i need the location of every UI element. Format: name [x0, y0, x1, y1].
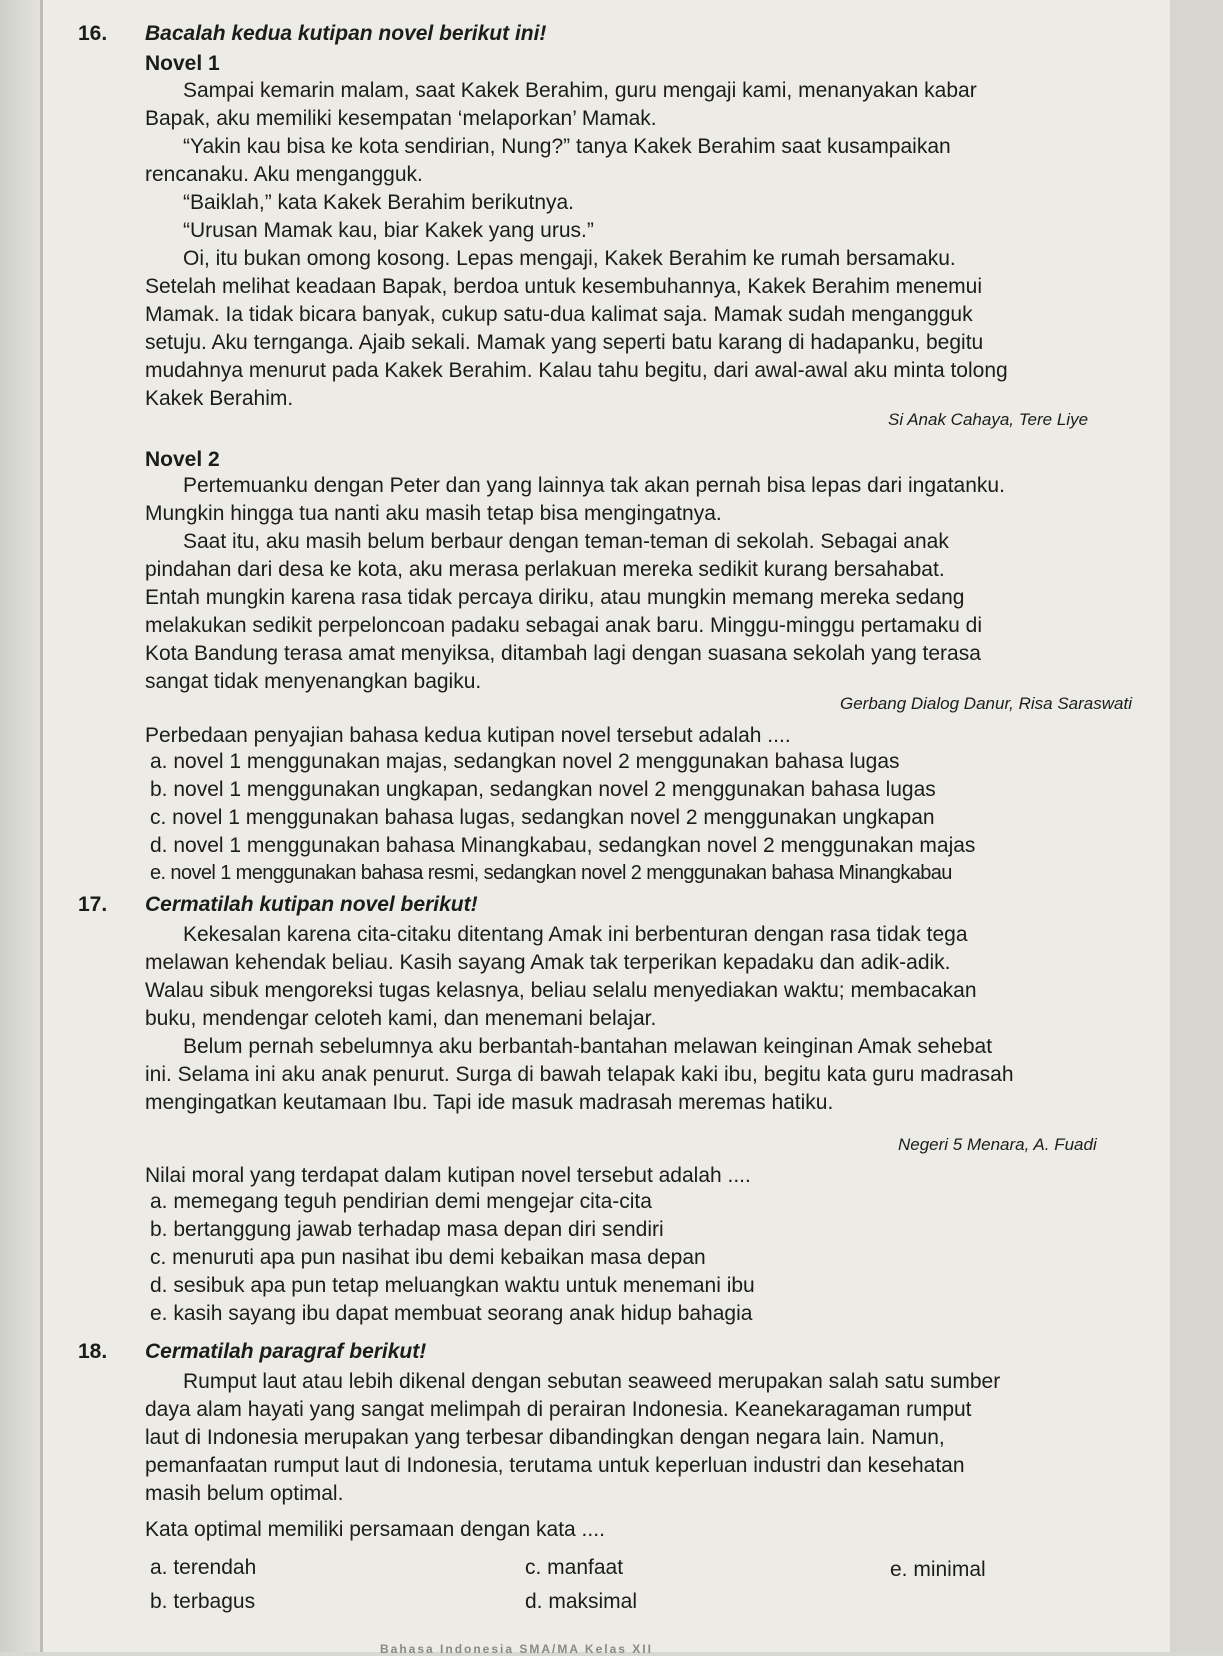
- novel-2-line: Entah mungkin karena rasa tidak percaya diriku, atau mungkin memang mereka sedang: [145, 586, 965, 609]
- question-16-number: 16.: [78, 22, 108, 45]
- q18-passage-line: laut di Indonesia merupakan yang terbesar dibandingkan dengan negara lain. Namun,: [145, 1426, 945, 1449]
- question-16-option-a[interactable]: a. novel 1 menggunakan majas, sedangkan novel 2 menggunakan bahasa lugas: [150, 750, 900, 773]
- novel-1-source: Si Anak Cahaya, Tere Liye: [888, 410, 1089, 429]
- novel-1-line: mudahnya menurut pada Kakek Berahim. Kalau tahu begitu, dari awal-awal aku minta tolong: [145, 359, 1008, 382]
- novel-1-line: Oi, itu bukan omong kosong. Lepas mengaji, Kakek Berahim ke rumah bersamaku.: [183, 247, 956, 270]
- novel-1-line: “Yakin kau bisa ke kota sendirian, Nung?” tanya Kakek Berahim saat kusampaikan: [183, 135, 951, 158]
- question-18-prompt: Kata optimal memiliki persamaan dengan kata ....: [145, 1518, 605, 1541]
- novel-1-line: Setelah melihat keadaan Bapak, berdoa untuk kesembuhannya, Kakek Berahim menemui: [145, 275, 983, 298]
- q18-passage-line: daya alam hayati yang sangat melimpah di perairan Indonesia. Keanekaragaman rumput: [145, 1398, 972, 1421]
- question-16-option-b[interactable]: b. novel 1 menggunakan ungkapan, sedangkan novel 2 menggunakan bahasa lugas: [150, 778, 936, 801]
- q17-source: Negeri 5 Menara, A. Fuadi: [898, 1135, 1097, 1154]
- novel-1-line: rencanaku. Aku mengangguk.: [145, 163, 423, 186]
- novel-1-line: Sampai kemarin malam, saat Kakek Berahim, guru mengaji kami, menanyakan kabar: [183, 79, 977, 102]
- q17-passage-line: Kekesalan karena cita-citaku ditentang Amak ini berbenturan dengan rasa tidak tega: [183, 923, 968, 946]
- question-18-number: 18.: [78, 1340, 108, 1363]
- question-16-option-c[interactable]: c. novel 1 menggunakan bahasa lugas, sedangkan novel 2 menggunakan ungkapan: [150, 806, 935, 829]
- question-17-prompt: Nilai moral yang terdapat dalam kutipan novel tersebut adalah ....: [145, 1164, 751, 1187]
- page-edge: [1170, 0, 1223, 1652]
- question-17-option-e[interactable]: e. kasih sayang ibu dapat membuat seorang anak hidup bahagia: [150, 1302, 753, 1325]
- novel-1-line: setuju. Aku ternganga. Ajaib sekali. Mamak yang seperti batu karang di hadapanku, begitu: [145, 331, 984, 354]
- question-17-option-a[interactable]: a. memegang teguh pendirian demi mengejar cita-cita: [150, 1190, 652, 1213]
- question-17-option-d[interactable]: d. sesibuk apa pun tetap meluangkan waktu untuk menemani ibu: [150, 1274, 755, 1297]
- question-16-option-e[interactable]: e. novel 1 menggunakan bahasa resmi, sedangkan novel 2 menggunakan bahasa Minangkabau: [150, 862, 952, 884]
- novel-1-line: “Baiklah,” kata Kakek Berahim berikutnya.: [183, 191, 575, 214]
- question-16-option-d[interactable]: d. novel 1 menggunakan bahasa Minangkabau, sedangkan novel 2 menggunakan majas: [150, 834, 976, 857]
- novel-1-line: Kakek Berahim.: [145, 387, 294, 410]
- question-16-heading: Bacalah kedua kutipan novel berikut ini!: [145, 22, 547, 45]
- novel-2-line: Kota Bandung terasa amat menyiksa, ditambah lagi dengan suasana sekolah yang terasa: [145, 642, 981, 665]
- novel-2-label: Novel 2: [145, 448, 220, 471]
- book-binding: [0, 0, 40, 1652]
- question-17-option-b[interactable]: b. bertanggung jawab terhadap masa depan diri sendiri: [150, 1218, 664, 1241]
- question-17-number: 17.: [78, 893, 108, 916]
- question-18-option-d[interactable]: d. maksimal: [525, 1590, 638, 1613]
- q18-passage-line: pemanfaatan rumput laut di Indonesia, terutama untuk keperluan industri dan kesehatan: [145, 1454, 965, 1477]
- q17-passage-line: melawan kehendak beliau. Kasih sayang Amak tak terperikan kepadaku dan adik-adik.: [145, 951, 951, 974]
- novel-2-source: Gerbang Dialog Danur, Risa Saraswati: [840, 694, 1132, 713]
- question-18-option-a[interactable]: a. terendah: [150, 1556, 257, 1579]
- novel-1-line: Bapak, aku memiliki kesempatan ‘melaporkan’ Mamak.: [145, 107, 657, 130]
- question-18-heading: Cermatilah paragraf berikut!: [145, 1340, 427, 1363]
- question-17-option-c[interactable]: c. menuruti apa pun nasihat ibu demi kebaikan masa depan: [150, 1246, 706, 1269]
- question-16-prompt: Perbedaan penyajian bahasa kedua kutipan novel tersebut adalah ....: [145, 724, 791, 747]
- novel-2-line: pindahan dari desa ke kota, aku merasa perlakuan mereka sedikit kurang bersahabat.: [145, 558, 945, 581]
- q17-passage-line: Belum pernah sebelumnya aku berbantah-bantahan melawan keinginan Amak sehebat: [183, 1035, 993, 1058]
- novel-2-line: Saat itu, aku masih belum berbaur dengan teman-teman di sekolah. Sebagai anak: [183, 530, 949, 553]
- q18-passage-line: masih belum optimal.: [145, 1482, 344, 1505]
- q17-passage-line: mengingatkan keutamaan Ibu. Tapi ide masuk madrasah meremas hatiku.: [145, 1091, 834, 1114]
- q17-passage-line: Walau sibuk mengoreksi tugas kelasnya, beliau selalu menyediakan waktu; membacakan: [145, 979, 977, 1002]
- novel-2-line: Mungkin hingga tua nanti aku masih tetap bisa mengingatnya.: [145, 502, 722, 525]
- novel-1-line: Mamak. Ia tidak bicara banyak, cukup satu-dua kalimat saja. Mamak sudah mengangguk: [145, 303, 973, 326]
- novel-2-line: sangat tidak menyenangkan bagiku.: [145, 670, 482, 693]
- novel-2-line: melakukan sedikit perpeloncoan padaku sebagai anak baru. Minggu-minggu pertamaku di: [145, 614, 983, 637]
- page-footer: Bahasa Indonesia SMA/MA Kelas XII: [380, 1642, 653, 1656]
- question-18-option-e[interactable]: e. minimal: [890, 1558, 986, 1581]
- novel-1-line: “Urusan Mamak kau, biar Kakek yang urus.”: [183, 219, 594, 242]
- novel-2-line: Pertemuanku dengan Peter dan yang lainnya tak akan pernah bisa lepas dari ingatanku.: [183, 474, 1005, 497]
- novel-1-label: Novel 1: [145, 52, 220, 75]
- q17-passage-line: ini. Selama ini aku anak penurut. Surga di bawah telapak kaki ibu, begitu kata guru madrasah: [145, 1063, 1014, 1086]
- question-18-option-c[interactable]: c. manfaat: [525, 1556, 624, 1579]
- question-17-heading: Cermatilah kutipan novel berikut!: [145, 893, 478, 916]
- question-18-option-b[interactable]: b. terbagus: [150, 1590, 256, 1613]
- q18-passage-line: Rumput laut atau lebih dikenal dengan sebutan seaweed merupakan salah satu sumber: [183, 1370, 1001, 1393]
- q17-passage-line: buku, mendengar celoteh kami, dan menemani belajar.: [145, 1007, 657, 1030]
